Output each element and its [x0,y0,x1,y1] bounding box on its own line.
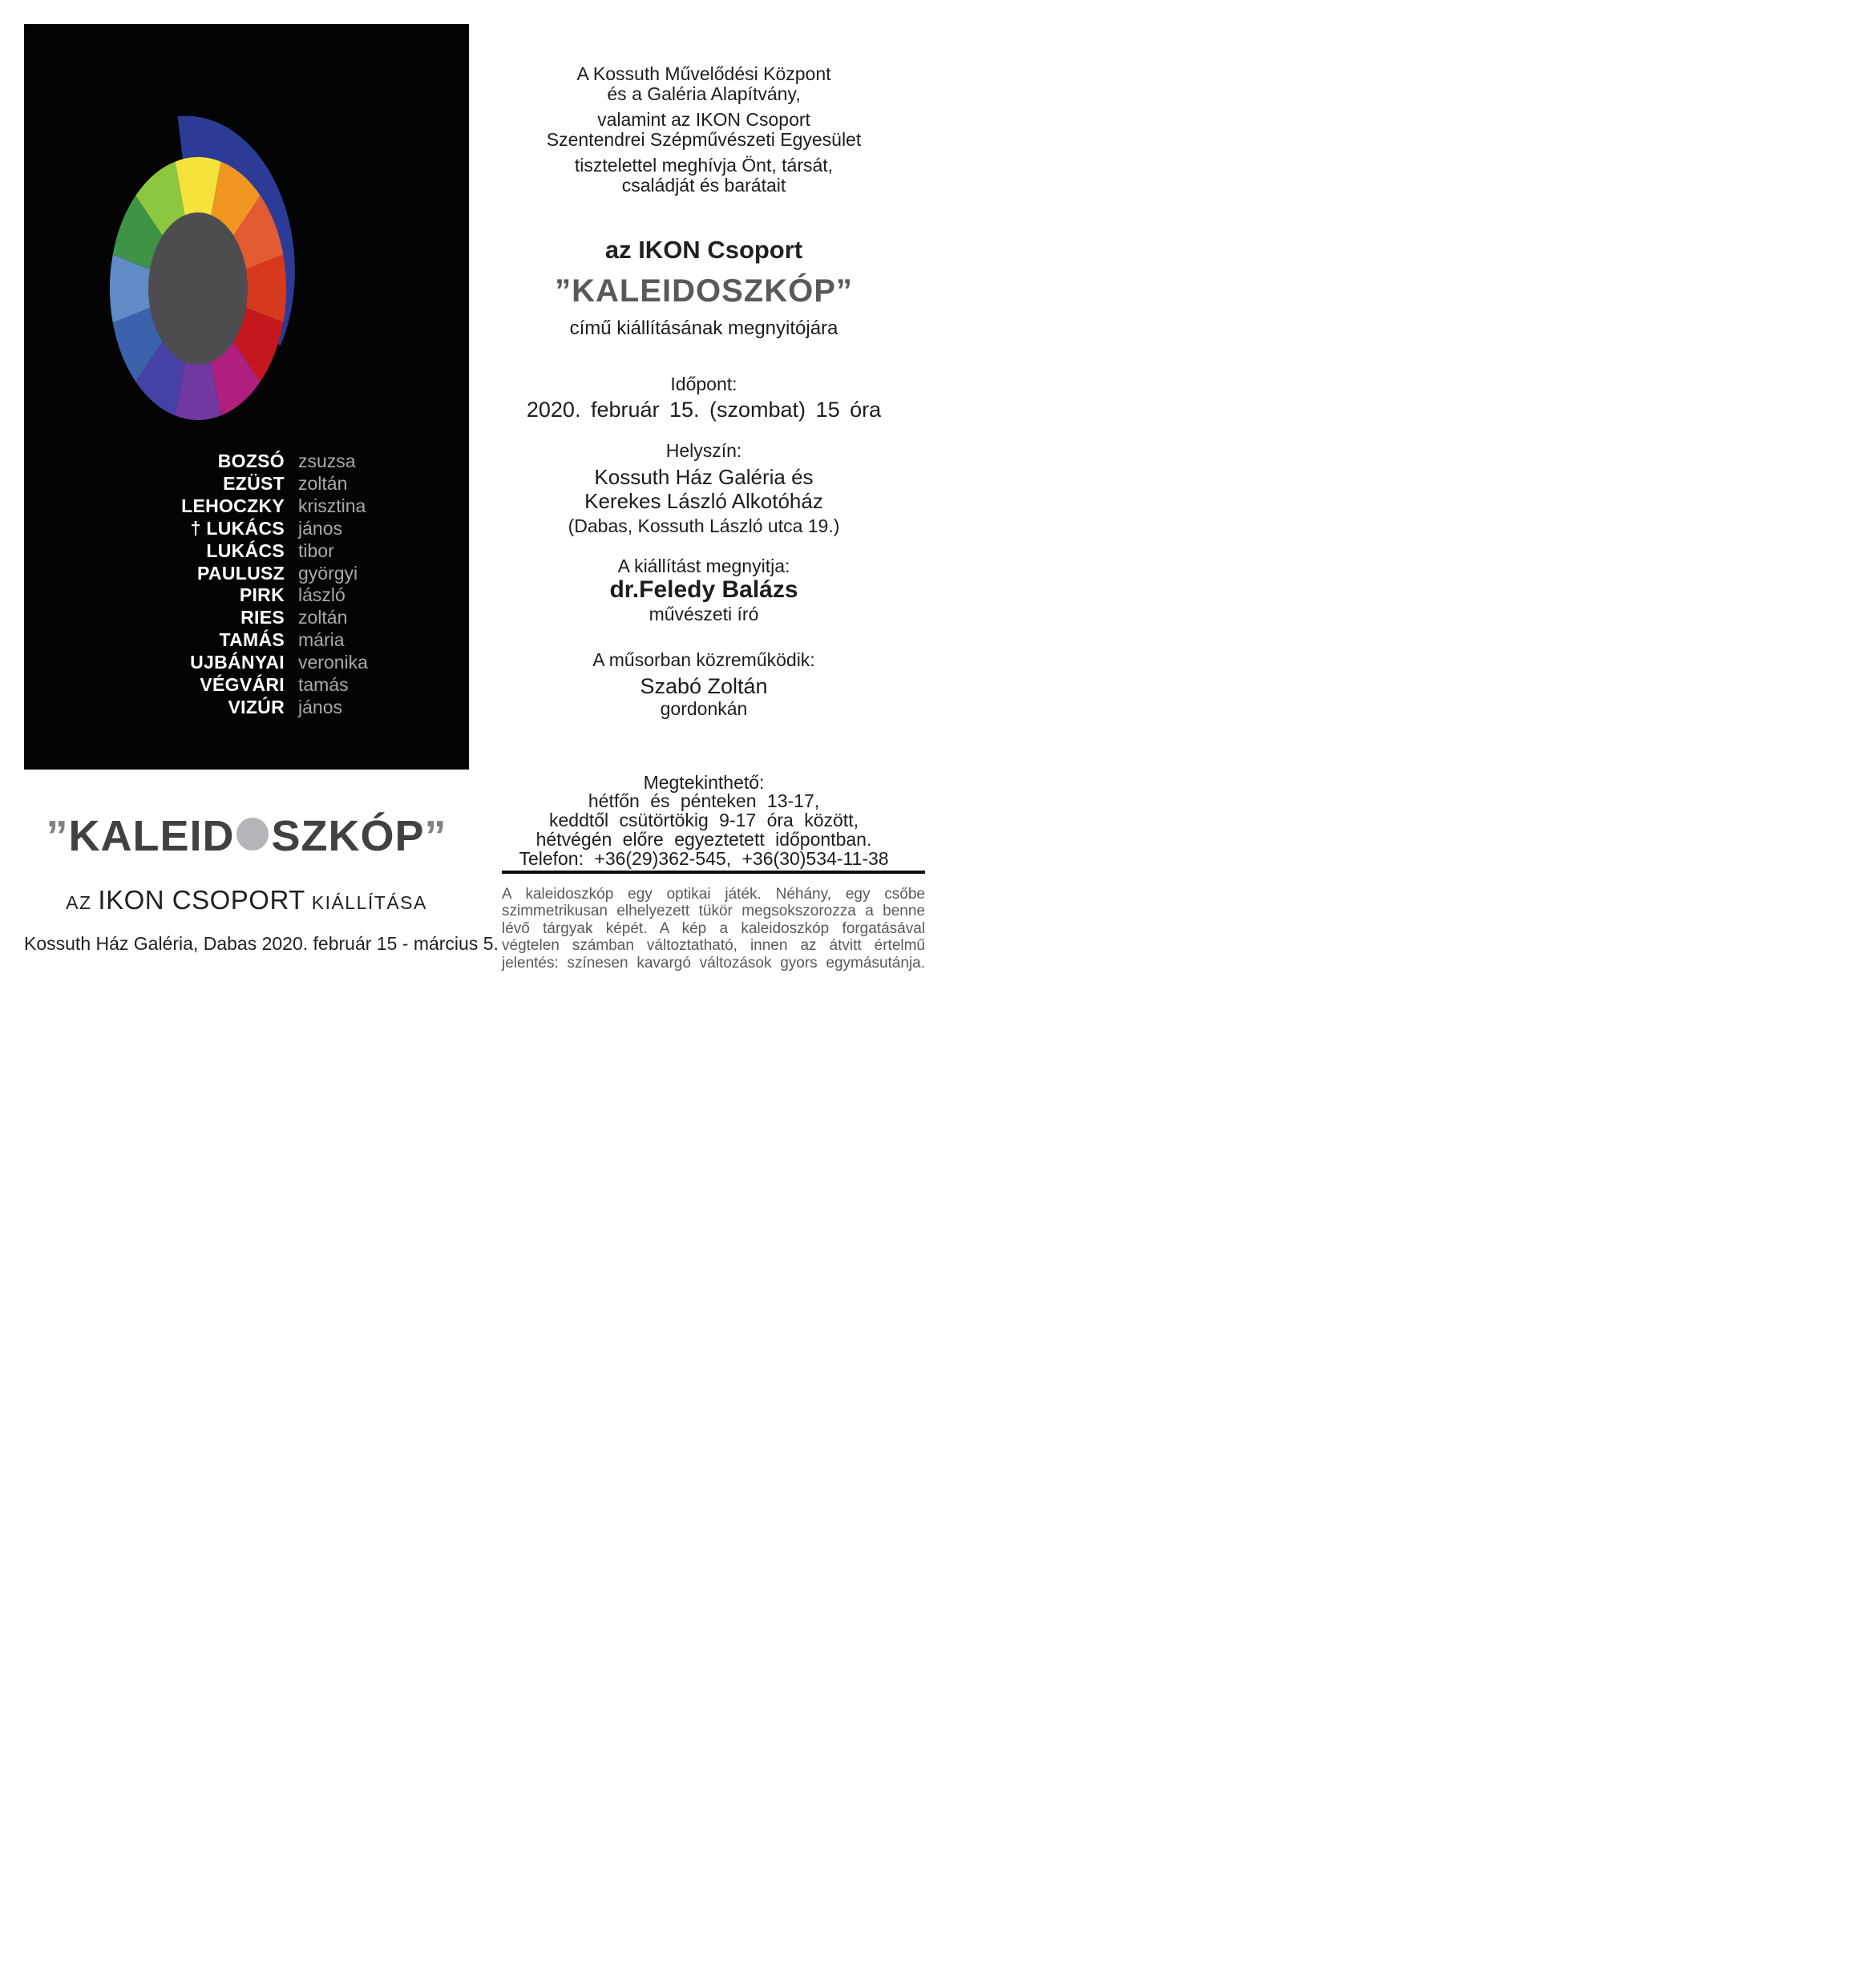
program-label: A műsorban közreműködik: [592,649,815,670]
artist-last-name: PAULUSZ [196,562,285,584]
exhibition-title: ”KALEIDOSZKÓP” [555,273,853,309]
artist-last-name: BOZSÓ [217,451,285,471]
poster-title-part1: KALEID [68,812,235,860]
poster-white-panel [24,770,499,994]
intro-line-1: A Kossuth Művelődési Központ [576,63,831,84]
visiting-line-3: hétvégén előre egyeztetett időpontban. [535,829,872,850]
about-kaleidoscope-paragraph: A kaleidoszkóp egy optikai játék. Néhány, egy csőbe szimmetrikusan elhelyezett tükör megsokszorozza a benne lévő tárgyak képét. A kép a kaleidoszkóp forgatásával végtelen számban változtatható, innen az átvitt értelmű jelentés: színesen kavargó változások gyors egymásutánja. [502,886,925,972]
visiting-line-1: hétfőn és pénteken 13-17, [588,790,820,811]
artist-first-name: györgyi [298,562,358,584]
invitation-page [0,0,937,994]
artist-last-name: EZÜST [223,472,285,494]
artist-list [24,451,469,719]
artist-row [24,697,469,719]
exhibition-subtitle: című kiállításának megnyitójára [569,317,838,339]
section-divider-rule [502,871,925,874]
venue-address: (Dabas, Kossuth László utca 19.) [568,515,840,536]
artist-row [24,563,469,585]
when-value: 2020. február 15. (szombat) 15 óra [526,398,882,422]
artist-first-name: jános [298,517,342,539]
venue-line-1: Kossuth Ház Galéria és [594,465,814,489]
poster-subtitle [24,885,469,915]
visiting-line-2: keddtől csütörtökig 9-17 óra között, [549,810,859,830]
artist-last-name: TAMÁS [219,629,285,651]
artist-first-name: zoltán [298,607,348,628]
artist-first-name: tibor [298,539,334,561]
poster-title [24,811,469,861]
poster-sub-suffix: KIÁLLÍTÁSA [311,892,427,913]
artist-last-name: LEHOCZKY [181,495,285,516]
venue-line-2: Kerekes László Alkotóház [584,489,823,513]
poster-black-panel [24,24,469,770]
opener-label: A kiállítást megnyitja: [617,556,790,576]
artist-last-name: UJBÁNYAI [190,652,285,673]
opener-role: művészeti író [649,604,759,624]
artist-row [24,473,469,495]
close-quote: ” [424,812,447,860]
artist-last-name: VIZÚR [228,696,285,717]
opener-name: dr.Feledy Balázs [609,576,798,603]
artist-row [24,607,469,629]
artist-last-name: RIES [240,607,285,628]
artist-last-name: LUKÁCS [206,539,285,561]
artist-first-name: zsuzsa [298,451,356,471]
poster-footer-dates: Kossuth Ház Galéria, Dabas 2020. február 15 - március 5. [24,933,499,954]
intro-line-4: Szentendrei Szépművészeti Egyesület [546,129,862,150]
artist-first-name: mária [298,629,345,651]
artist-row [24,540,469,563]
performer-name: Szabó Zoltán [640,674,768,698]
artist-row [24,629,469,652]
artist-first-name: veronika [298,652,368,673]
artist-first-name: tamás [298,674,349,696]
artist-first-name: krisztina [298,495,366,516]
visiting-phone-line: Telefon: +36(29)362-545, +36(30)534-11-38 [519,848,889,869]
artist-last-name: PIRK [239,584,285,606]
artist-row [24,652,469,674]
poster-sub-az: AZ [66,892,92,913]
intro-line-6: családját és barátait [621,175,786,196]
invitation-text-column [481,0,927,994]
artist-row [24,451,469,473]
intro-line-5: tisztelettel meghívja Önt, társát, [574,155,834,176]
artist-first-name: jános [298,696,342,717]
artist-last-name: VÉGVÁRI [200,674,285,696]
artist-first-name: zoltán [298,472,348,494]
when-label: Időpont: [670,374,737,394]
intro-line-2: és a Galéria Alapítvány, [607,83,801,104]
artist-first-name: lászló [298,584,346,606]
group-name-line: az IKON Csoport [604,236,803,264]
poster-sub-group: IKON CSOPORT [98,885,305,915]
where-label: Helyszín: [665,440,742,461]
artist-row [24,674,469,697]
artist-last-name: † LUKÁCS [190,517,285,539]
performer-role: gordonkán [660,698,748,719]
letter-o-disc [236,818,269,851]
artist-row [24,584,469,607]
artist-row [24,518,469,540]
intro-line-3: valamint az IKON Csoport [597,109,810,130]
wheel-center-disc [148,212,248,365]
artist-row [24,495,469,518]
visiting-label: Megtekinthető: [643,772,765,793]
poster-title-part2: SZKÓP [271,812,425,860]
open-quote: ” [46,812,69,860]
